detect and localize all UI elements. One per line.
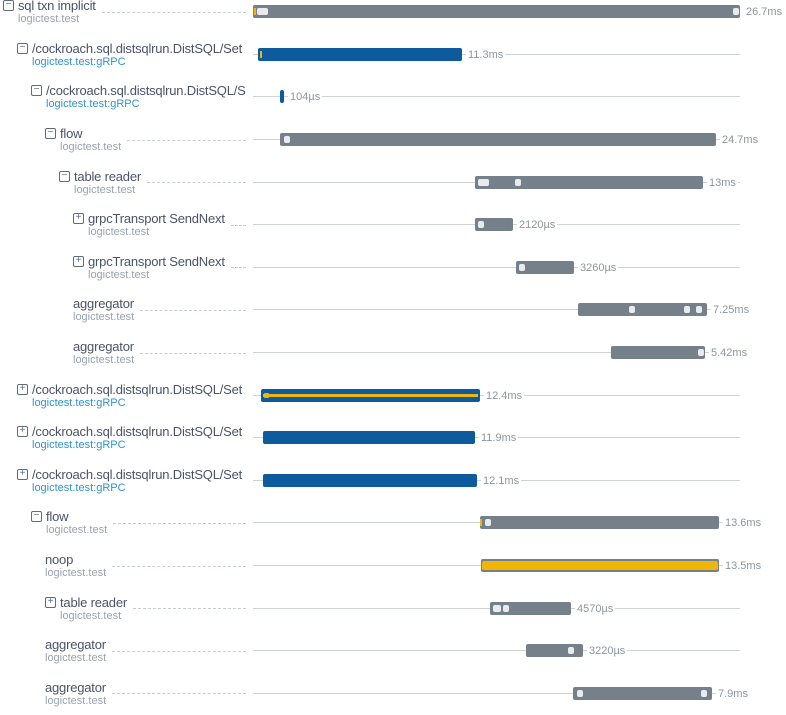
span-duration-label: 12.4ms: [484, 389, 524, 403]
span-operation-name: /cockroach.sql.distsqlrun.DistSQL/Set: [32, 424, 242, 439]
span-timeline: [250, 545, 786, 588]
span-process-name: logictest.test: [88, 226, 225, 239]
span-event-mark: [264, 393, 269, 398]
span-timeline: [250, 119, 786, 162]
span-timeline: [250, 630, 786, 673]
leader-dashes: [112, 566, 246, 567]
span-label-block: [0, 332, 250, 375]
span-duration-bar[interactable]: [480, 516, 719, 529]
span-operation-name: aggregator: [73, 339, 134, 354]
span-event-mark: [696, 306, 702, 313]
collapse-icon[interactable]: −: [45, 128, 56, 139]
span-process-link[interactable]: logictest.test:gRPC: [32, 397, 242, 410]
span-event-mark: [480, 519, 482, 526]
timeline-track-line: [253, 650, 740, 651]
span-label-block: [0, 587, 250, 630]
span-duration-bar[interactable]: [475, 176, 703, 189]
trace-span-row: [0, 289, 786, 332]
span-label-block: [0, 76, 250, 119]
span-process-name: logictest.test: [73, 354, 134, 367]
span-process-name: logictest.test: [60, 141, 121, 154]
span-process-name: logictest.test: [45, 567, 106, 580]
span-event-mark: [629, 306, 635, 313]
span-process-name: logictest.test: [18, 13, 96, 26]
span-duration-bar[interactable]: [611, 346, 705, 359]
span-operation-name: aggregator: [45, 637, 106, 652]
span-operation-name: aggregator: [73, 296, 134, 311]
span-operation-name: grpcTransport SendNext: [88, 211, 225, 226]
span-operation-name: table reader: [74, 169, 141, 184]
span-process-name: logictest.test: [45, 695, 106, 708]
span-duration-bar[interactable]: [280, 90, 284, 103]
span-duration-bar[interactable]: [475, 218, 513, 231]
span-operation-name: grpcTransport SendNext: [88, 254, 225, 269]
span-event-mark: [478, 179, 489, 186]
trace-span-row: [0, 76, 786, 119]
span-duration-label: 11.3ms: [466, 48, 505, 62]
span-duration-label: 13.5ms: [723, 559, 763, 573]
span-label-block: [0, 247, 250, 290]
collapse-icon[interactable]: −: [31, 85, 42, 96]
span-timeline: [250, 417, 786, 460]
trace-span-row: [0, 673, 786, 715]
span-duration-bar[interactable]: [263, 431, 475, 444]
span-process-link[interactable]: logictest.test:gRPC: [32, 482, 242, 495]
span-event-mark: [515, 179, 521, 186]
span-timeline: [250, 374, 786, 417]
span-label-block: [0, 673, 250, 715]
span-event-mark: [260, 51, 262, 58]
span-operation-name: noop: [45, 552, 106, 567]
span-event-mark: [503, 605, 509, 612]
span-operation-name: /cockroach.sql.distsqlrun.DistSQL/Set: [32, 41, 242, 56]
span-label-block: [0, 119, 250, 162]
span-process-link[interactable]: logictest.test:gRPC: [32, 56, 242, 69]
span-timeline: [250, 76, 786, 119]
trace-span-row: [0, 332, 786, 375]
timeline-track-line: [253, 267, 740, 268]
span-event-mark: [577, 690, 583, 697]
expand-icon[interactable]: +: [73, 213, 84, 224]
span-event-mark: [519, 264, 525, 271]
span-label-block: [0, 545, 250, 588]
collapse-icon[interactable]: −: [59, 171, 70, 182]
leader-dashes: [112, 651, 246, 652]
span-process-name: logictest.test: [88, 269, 225, 282]
span-duration-label: 13.6ms: [723, 516, 763, 530]
span-label-block: [0, 417, 250, 460]
span-event-mark: [485, 519, 491, 526]
span-timeline: [250, 460, 786, 503]
trace-span-row: [0, 374, 786, 417]
span-event-mark: [478, 221, 484, 228]
span-event-mark: [284, 136, 290, 143]
span-event-mark: [698, 349, 704, 356]
span-operation-name: table reader: [60, 595, 127, 610]
span-duration-bar[interactable]: [578, 303, 707, 316]
trace-span-row: [0, 34, 786, 77]
span-event-mark: [701, 690, 707, 697]
expand-icon[interactable]: +: [17, 426, 28, 437]
span-timeline: [250, 204, 786, 247]
span-event-mark: [568, 647, 574, 654]
trace-span-row: [0, 161, 786, 204]
span-duration-label: 3220µs: [587, 644, 627, 658]
span-duration-label: 3260µs: [578, 261, 618, 275]
span-duration-label: 104µs: [288, 90, 322, 104]
leader-dashes: [231, 267, 246, 268]
span-operation-name: /cockroach.sql.distsqlrun.DistSQL/Set: [32, 467, 242, 482]
span-timeline: [250, 289, 786, 332]
span-operation-name: flow: [60, 126, 121, 141]
span-timeline: [250, 161, 786, 204]
leader-dashes: [133, 608, 246, 609]
span-event-mark: [254, 8, 256, 15]
span-operation-name: sql txn implicit: [18, 0, 96, 13]
trace-span-row: [0, 460, 786, 503]
span-label-block: [0, 161, 250, 204]
span-duration-label: 5.42ms: [709, 346, 749, 360]
span-timeline: [250, 34, 786, 77]
span-event-mark: [257, 8, 268, 15]
span-process-name: logictest.test: [60, 610, 127, 623]
span-duration-label: 26.7ms: [744, 5, 784, 19]
span-label-block: [0, 204, 250, 247]
expand-icon[interactable]: +: [17, 469, 28, 480]
span-duration-bar[interactable]: [280, 133, 716, 146]
span-label-block: [0, 289, 250, 332]
trace-span-row: [0, 502, 786, 545]
span-event-mark: [684, 306, 690, 313]
trace-span-row: [0, 0, 786, 34]
span-duration-bar[interactable]: [261, 389, 480, 402]
trace-span-row: [0, 247, 786, 290]
trace-span-row: [0, 630, 786, 673]
span-process-name: logictest.test: [73, 311, 134, 324]
span-label-block: [0, 0, 250, 34]
leader-dashes: [231, 225, 246, 226]
leader-dashes: [113, 523, 246, 524]
leader-dashes: [102, 12, 246, 13]
leader-dashes: [112, 693, 246, 694]
leader-dashes: [140, 310, 246, 311]
span-duration-bar[interactable]: [516, 261, 574, 274]
span-duration-bar[interactable]: [526, 644, 583, 657]
span-duration-bar[interactable]: [253, 5, 740, 18]
expand-icon[interactable]: +: [17, 384, 28, 395]
span-duration-label: 7.9ms: [716, 687, 750, 701]
span-duration-label: 4570µs: [575, 602, 615, 616]
span-duration-label: 12.1ms: [481, 474, 521, 488]
expand-icon[interactable]: +: [73, 256, 84, 267]
span-event-mark: [493, 605, 501, 612]
span-timeline: [250, 247, 786, 290]
span-event-mark: [733, 8, 739, 15]
span-timeline: [250, 0, 786, 34]
span-process-name: logictest.test: [46, 524, 107, 537]
leader-dashes: [140, 353, 246, 354]
span-timeline: [250, 502, 786, 545]
span-label-block: [0, 630, 250, 673]
span-duration-label: 13ms: [707, 176, 738, 190]
span-operation-name: aggregator: [45, 680, 106, 695]
span-duration-label: 24.7ms: [720, 133, 760, 147]
span-operation-name: /cockroach.sql.distsqlrun.DistSQL/Set: [32, 382, 242, 397]
span-label-block: [0, 34, 250, 77]
span-duration-bar[interactable]: [263, 474, 477, 487]
span-duration-bar[interactable]: [258, 48, 462, 61]
span-timeline: [250, 332, 786, 375]
collapse-icon[interactable]: −: [3, 0, 14, 11]
span-duration-bar[interactable]: [573, 687, 712, 700]
expand-icon[interactable]: +: [45, 597, 56, 608]
span-duration-label: 11.9ms: [479, 431, 518, 445]
span-operation-name: /cockroach.sql.distsqlrun.DistSQL/S: [46, 83, 246, 98]
span-operation-name: flow: [46, 509, 107, 524]
span-process-link[interactable]: logictest.test:gRPC: [46, 98, 246, 111]
span-label-block: [0, 502, 250, 545]
span-duration-label: 2120µs: [517, 218, 557, 232]
trace-span-row: [0, 204, 786, 247]
leader-dashes: [127, 140, 246, 141]
span-duration-bar[interactable]: [490, 602, 571, 615]
span-process-name: logictest.test: [45, 652, 106, 665]
span-timeline: [250, 673, 786, 715]
trace-span-row: [0, 417, 786, 460]
span-timeline: [250, 587, 786, 630]
trace-span-row: [0, 587, 786, 630]
collapse-icon[interactable]: −: [17, 43, 28, 54]
trace-span-row: [0, 545, 786, 588]
span-process-name: logictest.test: [74, 184, 141, 197]
span-duration-label: 7.25ms: [711, 303, 751, 317]
span-process-link[interactable]: logictest.test:gRPC: [32, 439, 242, 452]
span-label-block: [0, 374, 250, 417]
span-label-block: [0, 460, 250, 503]
trace-span-row: [0, 119, 786, 162]
timeline-track-line: [253, 96, 740, 97]
leader-dashes: [147, 182, 246, 183]
collapse-icon[interactable]: −: [31, 511, 42, 522]
span-duration-bar[interactable]: [481, 559, 719, 572]
